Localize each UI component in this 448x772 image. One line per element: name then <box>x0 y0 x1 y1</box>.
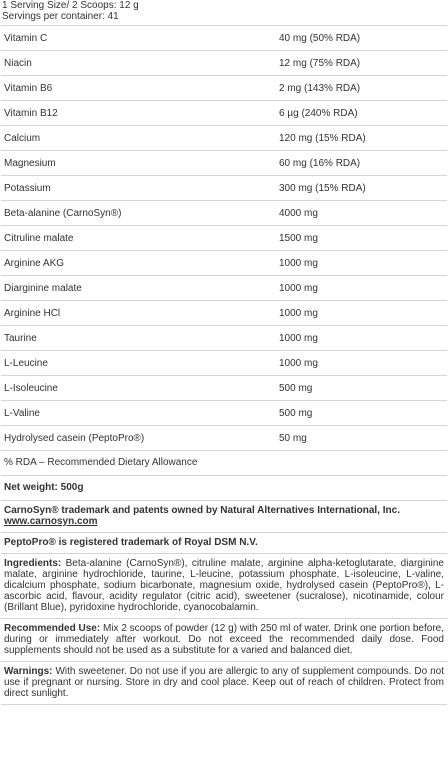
nutrient-amount: 300 mg (15% RDA) <box>276 176 447 201</box>
nutrient-name: Calcium <box>1 126 276 151</box>
nutrient-row <box>1 401 447 426</box>
nutrition-table <box>1 25 447 451</box>
nutrient-name: Potassium <box>1 176 276 201</box>
servings-per-container: Servings per container: 41 <box>2 11 119 22</box>
nutrient-amount: 4000 mg <box>276 201 447 226</box>
nutrient-amount: 1000 mg <box>276 251 447 276</box>
nutrient-name: Arginine HCl <box>1 301 276 326</box>
nutrient-row <box>1 276 447 301</box>
nutrient-amount: 500 mg <box>276 376 447 401</box>
nutrient-name: Arginine AKG <box>1 251 276 276</box>
nutrient-row <box>1 326 447 351</box>
nutrient-amount: 120 mg (15% RDA) <box>276 126 447 151</box>
nutrient-name: L-Valine <box>1 401 276 426</box>
ingredients-section <box>1 554 447 619</box>
warnings-text: With sweetener. Do not use if you are allergic to any of supplement compounds. Do not use if pregnant or nursing. Store in dry and cool place. Keep out of reach of children. Protect from direct sunlight. <box>4 666 444 699</box>
nutrient-row <box>1 126 447 151</box>
nutrient-name: Diarginine malate <box>1 276 276 301</box>
recommended-use-text: Mix 2 scoops of powder (12 g) with 250 ml of water. Drink one portion before, during or immediately after workout. Do not exceed the recommended daily dose. Food supplements should not be used as a substitute for a varied and balanced diet. <box>4 623 444 656</box>
recommended-use-label: Recommended Use: <box>4 623 101 634</box>
nutrient-row <box>1 26 447 51</box>
nutrient-amount: 12 mg (75% RDA) <box>276 51 447 76</box>
carnosyn-trademark <box>1 501 447 533</box>
rda-note: % RDA – Recommended Dietary Allowance <box>1 451 447 476</box>
nutrient-row <box>1 201 447 226</box>
nutrient-row <box>1 76 447 101</box>
nutrient-amount: 1000 mg <box>276 301 447 326</box>
nutrient-row <box>1 351 447 376</box>
nutrient-amount: 60 mg (16% RDA) <box>276 151 447 176</box>
warnings-section <box>1 662 447 705</box>
nutrient-row <box>1 426 447 451</box>
nutrient-row <box>1 51 447 76</box>
nutrient-row <box>1 176 447 201</box>
nutrient-name: Hydrolysed casein (PeptoPro®) <box>1 426 276 451</box>
recommended-use-section <box>1 619 447 662</box>
nutrient-row <box>1 101 447 126</box>
serving-size: 1 Serving Size/ 2 Scoops: 12 g <box>2 0 139 11</box>
nutrient-name: L-Leucine <box>1 351 276 376</box>
ingredients-label: Ingredients: <box>4 558 62 569</box>
nutrient-amount: 2 mg (143% RDA) <box>276 76 447 101</box>
nutrient-amount: 1000 mg <box>276 351 447 376</box>
serving-info <box>0 0 448 22</box>
net-weight: Net weight: 500g <box>1 476 447 501</box>
nutrient-row <box>1 376 447 401</box>
ingredients-text: Beta-alanine (CarnoSyn®), citruline malate, arginine alpha-ketoglutarate, diarginine malate, arginine hydrochloride, taurine, L-leucine, potassium phosphate, L-isoleucine, L-valine, dicalcium phosphate, sodium bicarbonate, magnesium oxide, hydrolysed casein (PeptoPro®), L-ascorbic acid, flavour, acidity regulator (citric acid), sweetener (sucralose), nicotinamide, colour (Brillant Blue), pyridoxine hydrochloride, cyanocobalamin. <box>4 558 444 613</box>
warnings-label: Warnings: <box>4 666 53 677</box>
nutrient-amount: 1500 mg <box>276 226 447 251</box>
nutrient-name: Vitamin B12 <box>1 101 276 126</box>
nutrient-name: Vitamin B6 <box>1 76 276 101</box>
nutrient-name: Magnesium <box>1 151 276 176</box>
nutrient-name: L-Isoleucine <box>1 376 276 401</box>
nutrient-amount: 6 µg (240% RDA) <box>276 101 447 126</box>
nutrient-amount: 1000 mg <box>276 276 447 301</box>
nutrient-amount: 500 mg <box>276 401 447 426</box>
carnosyn-link[interactable]: www.carnosyn.com <box>4 516 98 527</box>
nutrient-name: Vitamin C <box>1 26 276 51</box>
carnosyn-trademark-text: CarnoSyn® trademark and patents owned by Natural Alternatives International, Inc. <box>4 505 400 516</box>
nutrient-name: Citruline malate <box>1 226 276 251</box>
nutrient-row <box>1 301 447 326</box>
nutrient-name: Beta-alanine (CarnoSyn®) <box>1 201 276 226</box>
nutrient-amount: 50 mg <box>276 426 447 451</box>
nutrient-row <box>1 151 447 176</box>
nutrient-name: Taurine <box>1 326 276 351</box>
nutrient-name: Niacin <box>1 51 276 76</box>
nutrient-row <box>1 226 447 251</box>
nutrient-amount: 40 mg (50% RDA) <box>276 26 447 51</box>
nutrient-amount: 1000 mg <box>276 326 447 351</box>
nutrient-row <box>1 251 447 276</box>
peptopro-trademark: PeptoPro® is registered trademark of Royal DSM N.V. <box>1 533 447 554</box>
